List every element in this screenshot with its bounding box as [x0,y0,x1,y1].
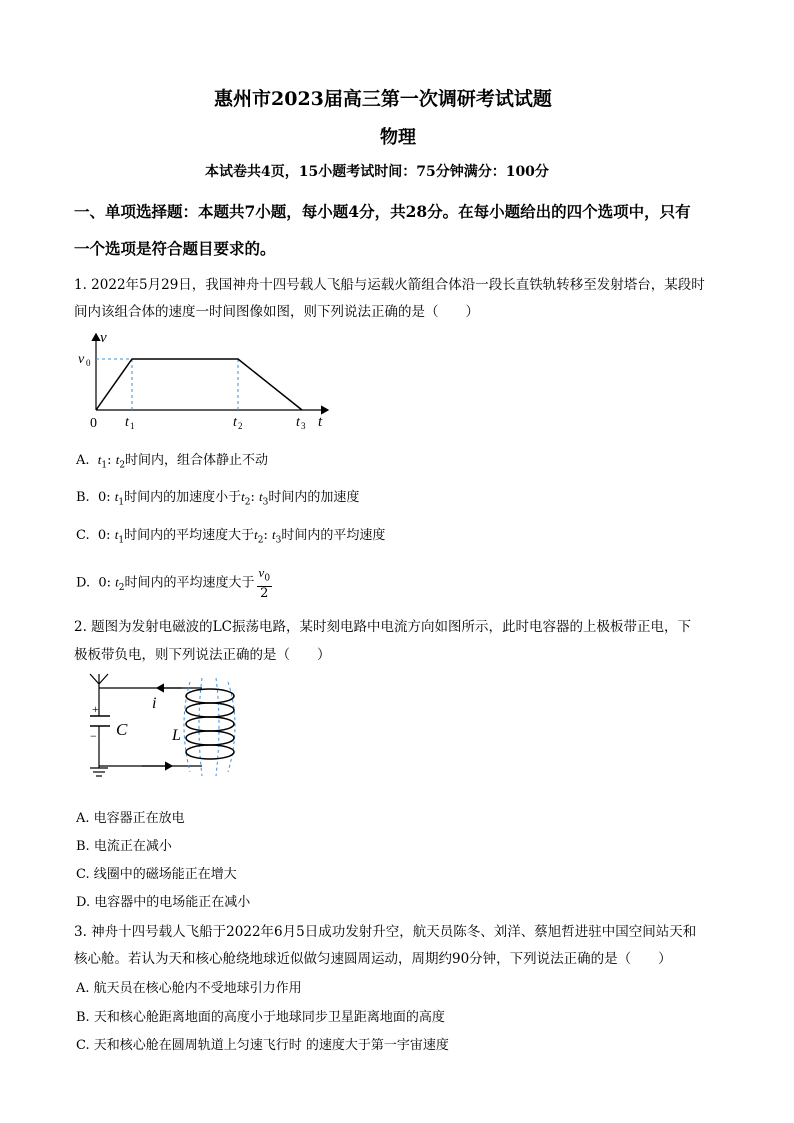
subject-title: 物理 [380,127,416,148]
option-text: 时间内的平均速度大于 [124,575,255,591]
subscript: 0 [264,573,271,584]
subscript: 1 [118,535,125,546]
field-line-3 [216,678,219,776]
t-symbol: t [97,452,102,467]
t-symbol: t [271,527,276,542]
subscript: 3 [262,497,269,508]
zero: 0 [98,575,107,591]
q1-stem-line2: 间内该组合体的速度一时间图像如图，则下列说法正确的是（ ） [74,304,479,320]
t-symbol: t [115,574,119,590]
v-symbol: v [258,565,265,580]
coil-loop-2 [186,703,234,717]
antenna-left [90,674,99,684]
q2-option-d[interactable]: D. 电容器中的电场能正在减小 [76,895,251,910]
separator: : [106,490,111,505]
coil-loop-5 [186,745,234,759]
antenna-right [99,674,108,684]
minus-sign: − [90,729,97,743]
denominator: 2 [260,585,269,601]
q3-stem-line1: 3. 神舟十四号载人飞船于2022年6月5日成功发射升空，航天员陈冬、刘洋、蔡旭哲进驻中国空间站天和 [74,924,697,940]
t-symbol: t [254,527,258,542]
q2-option-b[interactable]: B. 电流正在减小 [76,839,172,854]
q2-stem-line1: 2. 题图为发射电磁波的LC振荡电路，某时刻电路中电流方向如图所示，此时电容器的上极板带正电，下 [74,619,691,635]
inductor-label: L [172,727,181,744]
option-letter: C. [76,528,90,543]
zero: 0 [97,528,107,543]
t1-label: t [125,415,129,430]
q2-option-c[interactable]: C. 线圈中的磁场能正在增大 [76,867,237,882]
q1-option-d[interactable] [76,566,272,600]
option-text: 时间内的加速度小于 [124,490,242,505]
t3-label: t [296,415,300,430]
option-text: 时间内的平均速度大于 [124,528,255,543]
q3-option-b[interactable]: B. 天和核心舱距离地面的高度小于地球同步卫星距离地面的高度 [76,1010,445,1025]
separator: : [106,575,112,591]
separator: : [106,528,111,543]
subscript: 1 [118,497,125,508]
separator: : [250,490,255,505]
q1-option-b[interactable] [76,486,359,508]
option-letter: B. [76,490,90,505]
separator: : [263,528,268,543]
option-text: 时间内，组合体静止不动 [125,453,269,468]
v-axis-label: v [100,330,107,346]
subscript: 2 [257,535,264,546]
t-symbol: t [259,489,263,504]
q3-option-c[interactable]: C. 天和核心舱在圆周轨道上匀速飞行时 的速度大于第一宇宙速度 [76,1038,449,1053]
option-text: 时间内的平均速度 [281,528,386,543]
subscript: 2 [244,497,251,508]
exam-info: 本试卷共4页，15小题考试时间：75分钟满分：100分 [205,164,549,180]
option-letter: D. [76,575,91,591]
t3-subscript: 3 [301,421,306,431]
exam-title: 惠州市2023届高三第一次调研考试试题 [214,88,552,110]
v0-subscript: 0 [86,358,91,368]
capacitor-label: C [116,720,128,739]
zero: 0 [97,490,107,505]
q1-option-c[interactable] [76,524,385,546]
q3-option-a[interactable]: A. 航天员在核心舱内不受地球引力作用 [76,981,302,996]
origin-label: 0 [90,416,97,431]
velocity-curve [96,359,302,410]
t-symbol: t [114,489,119,504]
current-label: i [152,695,157,712]
t-symbol: t [241,489,245,504]
lc-circuit-diagram [82,668,252,784]
q1-stem-line1: 1. 2022年5月29日，我国神舟十四号载人飞船与运载火箭组合体沿一段长直铁轨转移至发射塔台，某段时 [74,277,705,293]
q2-stem-line2: 极板带负电，则下列说法正确的是（ ） [74,647,331,663]
vt-graph [74,326,344,434]
subscript: 2 [118,582,125,593]
fraction-v0-over-2 [257,566,273,600]
v0-label: v [78,352,85,367]
q1-option-a[interactable] [76,449,268,471]
subscript: 1 [101,460,108,471]
section-heading-line2: 一个选项是符合题目要求的。 [74,239,276,258]
option-letter: A. [76,453,90,468]
option-text: 时间内的加速度 [268,490,360,505]
q2-option-a[interactable]: A. 电容器正在放电 [76,811,185,826]
t1-subscript: 1 [130,421,135,431]
separator: : [107,453,112,468]
coil-loop-3 [186,717,234,731]
t-axis-label: t [318,414,323,430]
t2-subscript: 2 [238,421,243,431]
t-symbol: t [114,527,119,542]
subscript: 3 [275,535,282,546]
t2-label: t [233,415,237,430]
coil-loop-4 [186,731,234,745]
q3-stem-line2: 核心舱。若认为天和核心舱绕地球近似做匀速圆周运动，周期约90分钟，下列说法正确的是（ ） [74,951,672,967]
field-line-2 [199,678,202,776]
section-heading-line1: 一、单项选择题：本题共7小题，每小题4分，共28分。在每小题给出的四个选项中，只有 [74,202,691,221]
subscript: 2 [119,460,126,471]
t-symbol: t [115,452,120,467]
plus-sign: + [92,702,99,716]
coil-loop-1 [186,689,234,703]
